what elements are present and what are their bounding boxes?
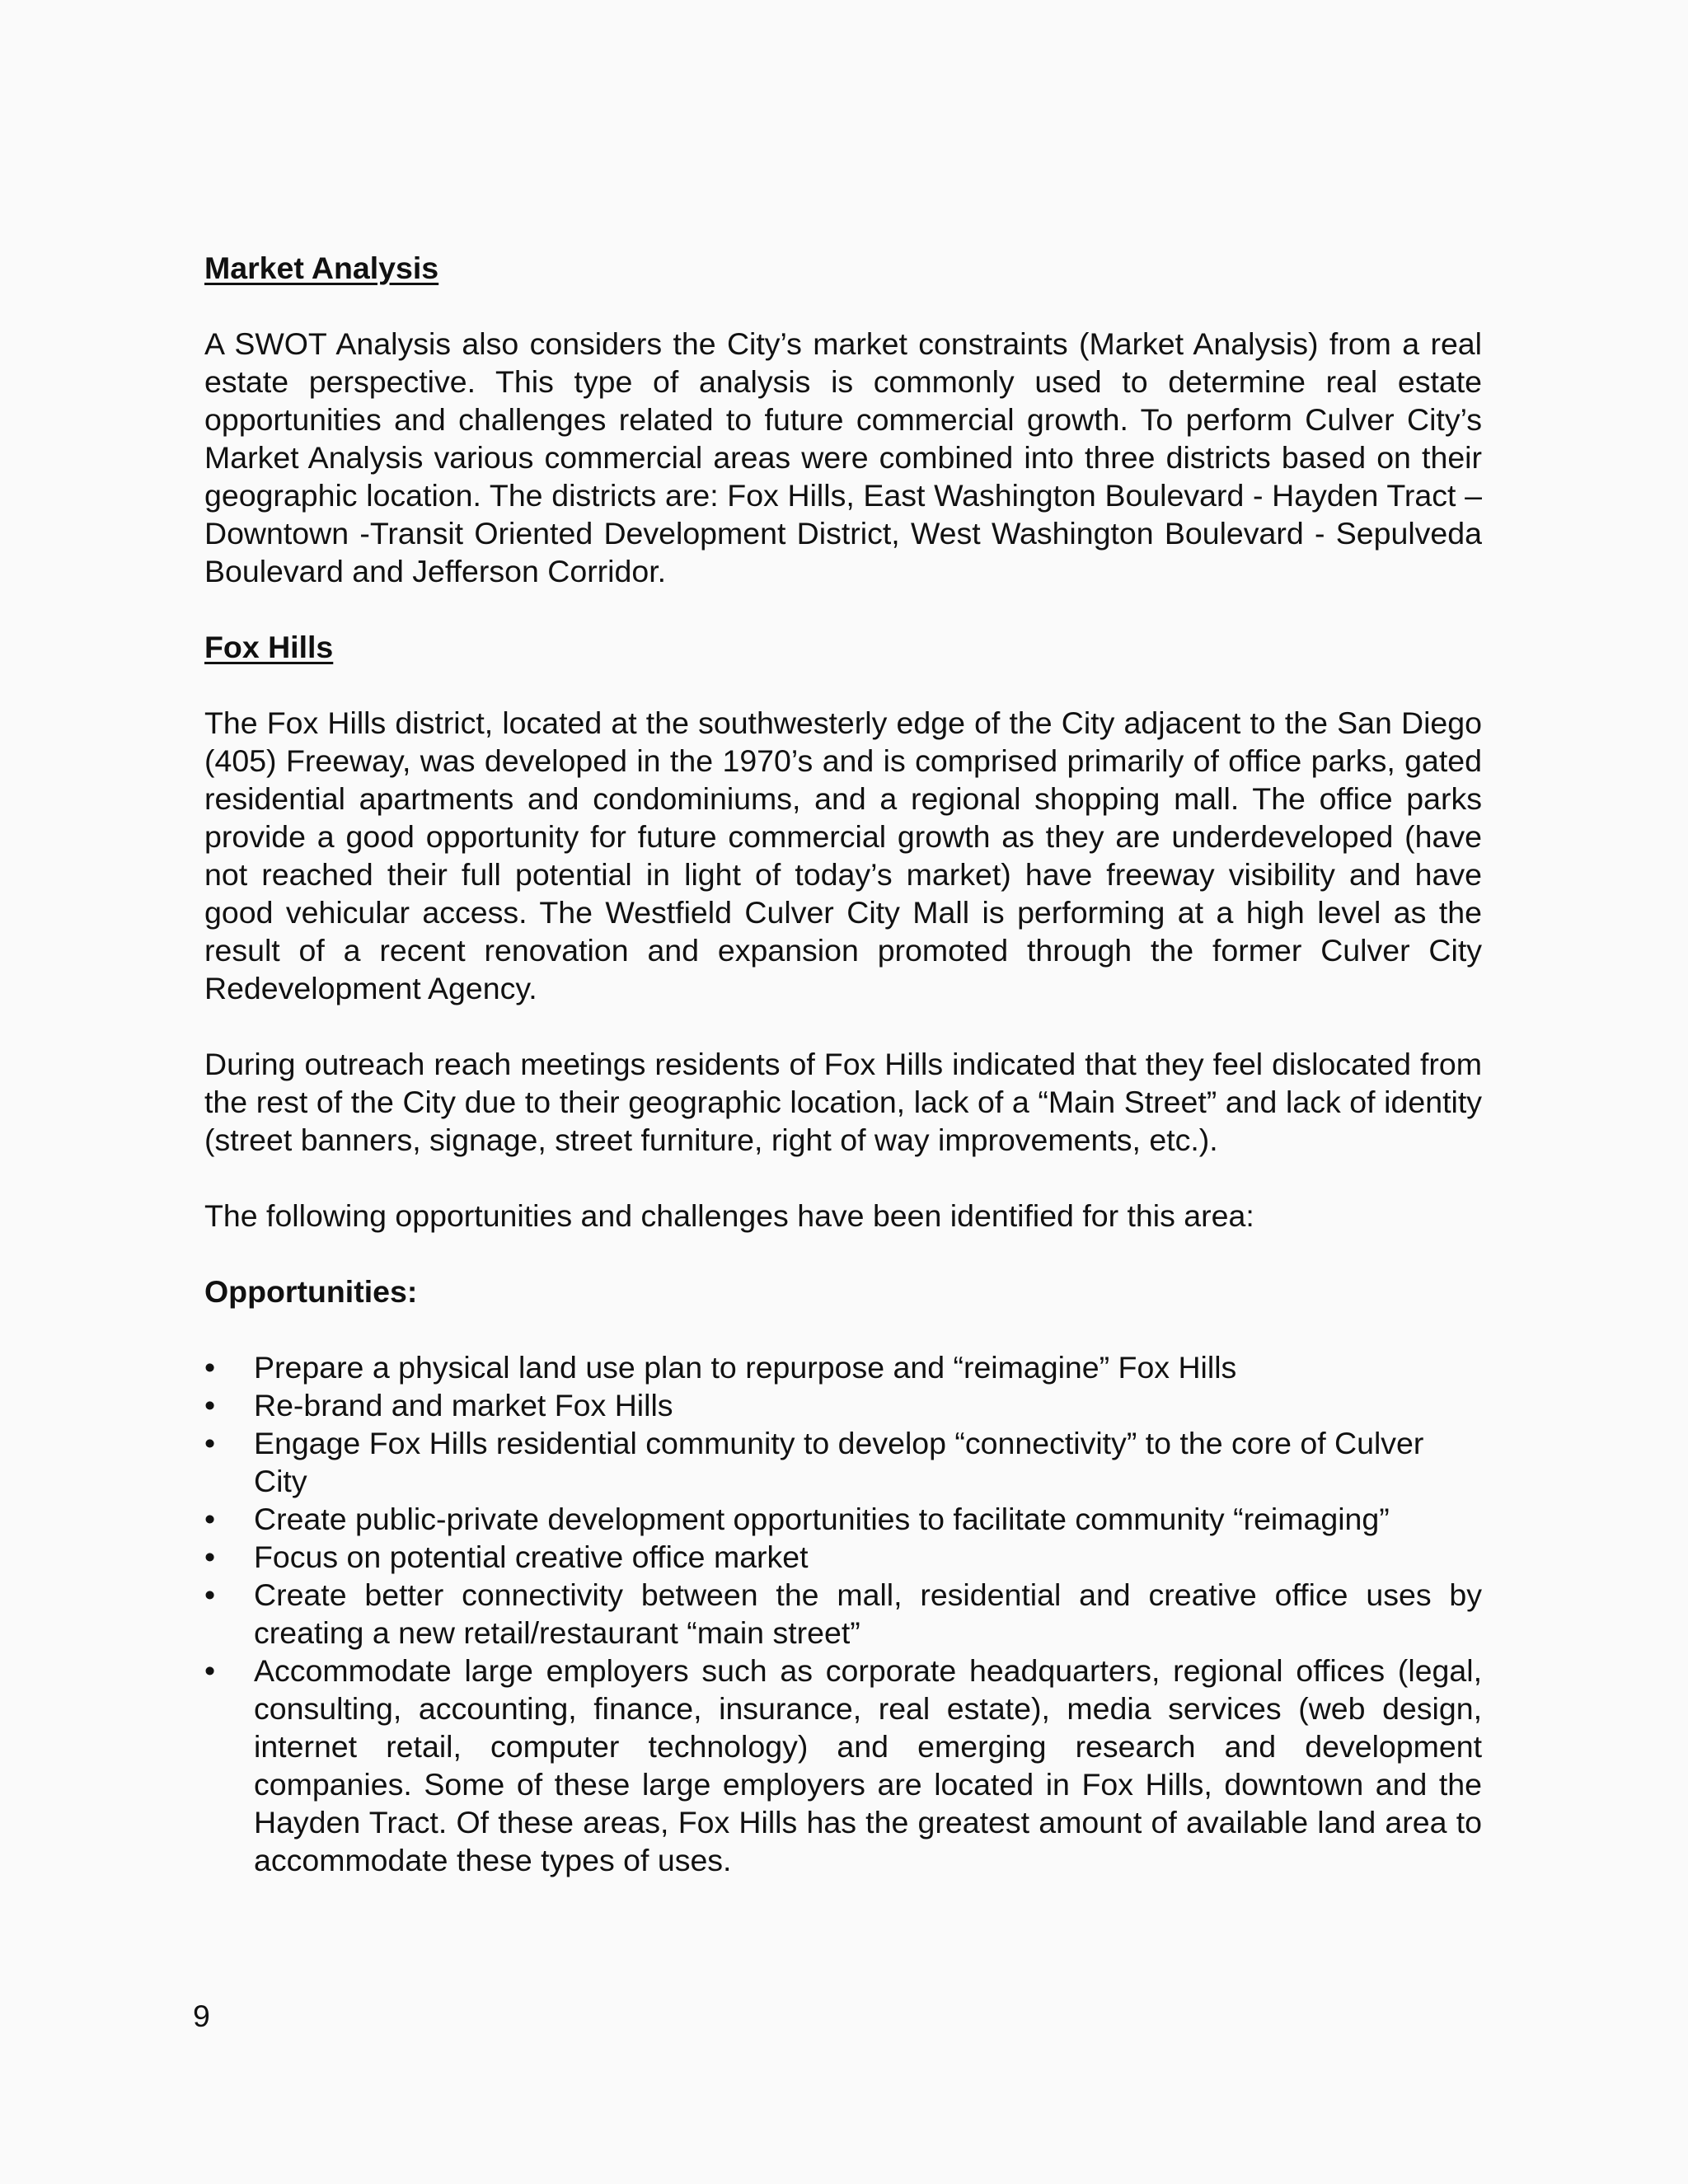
- bullet-icon: •: [204, 1388, 216, 1422]
- list-item: [204, 1386, 1482, 1424]
- list-item: [204, 1424, 1482, 1500]
- bullet-icon: •: [204, 1426, 216, 1460]
- market-analysis-heading: Market Analysis: [204, 251, 439, 285]
- list-item-text: Create public-private development opportunities to facilitate community “reimaging”: [254, 1502, 1390, 1536]
- market-analysis-paragraph: A SWOT Analysis also considers the City’s market constraints (Market Analysis) from a real estate perspective. This type of analysis is commonly used to determine real estate opportunities and challenges related to future commercial growth. To perform Culver City’s Market Analysis various commercial areas were combined into three districts based on their geographic location. The districts are: Fox Hills, East Washington Boulevard - Hayden Tract – Downtown -Transit Oriented Development District, West Washington Boulevard - Sepulveda Boulevard and Jefferson Corridor.: [204, 326, 1482, 588]
- page-number: 9: [193, 1999, 210, 2033]
- list-item-text: Accommodate large employers such as corporate headquarters, regional offices (legal, consulting, accounting, finance, insurance, real estate), media services (web design, internet retail, computer technology) and emerging research and development companies. Some of these large employers are located in Fox Hills, downtown and the Hayden Tract. Of these areas, Fox Hills has the greatest amount of available land area to accommodate these types of uses.: [254, 1653, 1482, 1877]
- list-item-text: Re-brand and market Fox Hills: [254, 1388, 673, 1422]
- bullet-icon: •: [204, 1577, 216, 1612]
- bullet-icon: •: [204, 1653, 216, 1688]
- opportunities-list: [204, 1348, 1482, 1879]
- list-item: [204, 1538, 1482, 1576]
- bullet-icon: •: [204, 1540, 216, 1574]
- list-item-text: Focus on potential creative office market: [254, 1540, 809, 1574]
- list-item-text: Prepare a physical land use plan to repurpose and “reimagine” Fox Hills: [254, 1350, 1237, 1385]
- list-item: [204, 1576, 1482, 1652]
- list-item-text: Engage Fox Hills residential community to develop “connectivity” to the core of Culver City: [254, 1426, 1424, 1498]
- opportunities-heading: Opportunities:: [204, 1274, 418, 1309]
- fox-hills-heading: Fox Hills: [204, 630, 334, 664]
- document-page: [204, 249, 1482, 1879]
- fox-hills-paragraph-1: The Fox Hills district, located at the southwesterly edge of the City adjacent to the San Diego (405) Freeway, was developed in the 1970’s and is comprised primarily of office parks, gated residential apartments and condominiums, and a regional shopping mall. The office parks provide a good opportunity for future commercial growth as they are underdeveloped (have not reached their full potential in light of today’s market) have freeway visibility and have good vehicular access. The Westfield Culver City Mall is performing at a high level as the result of a recent renovation and expansion promoted through the former Culver City Redevelopment Agency.: [204, 705, 1482, 1005]
- bullet-icon: •: [204, 1502, 216, 1536]
- list-item: [204, 1652, 1482, 1879]
- list-item-text: Create better connectivity between the mall, residential and creative office uses by creating a new retail/restaurant “main street”: [254, 1577, 1482, 1650]
- fox-hills-paragraph-3: The following opportunities and challenges have been identified for this area:: [204, 1198, 1254, 1233]
- bullet-icon: •: [204, 1350, 216, 1385]
- fox-hills-paragraph-2: During outreach reach meetings residents of Fox Hills indicated that they feel dislocated from the rest of the City due to their geographic location, lack of a “Main Street” and lack of identity (street banners, signage, street furniture, right of way improvements, etc.).: [204, 1047, 1482, 1157]
- list-item: [204, 1500, 1482, 1538]
- list-item: [204, 1348, 1482, 1386]
